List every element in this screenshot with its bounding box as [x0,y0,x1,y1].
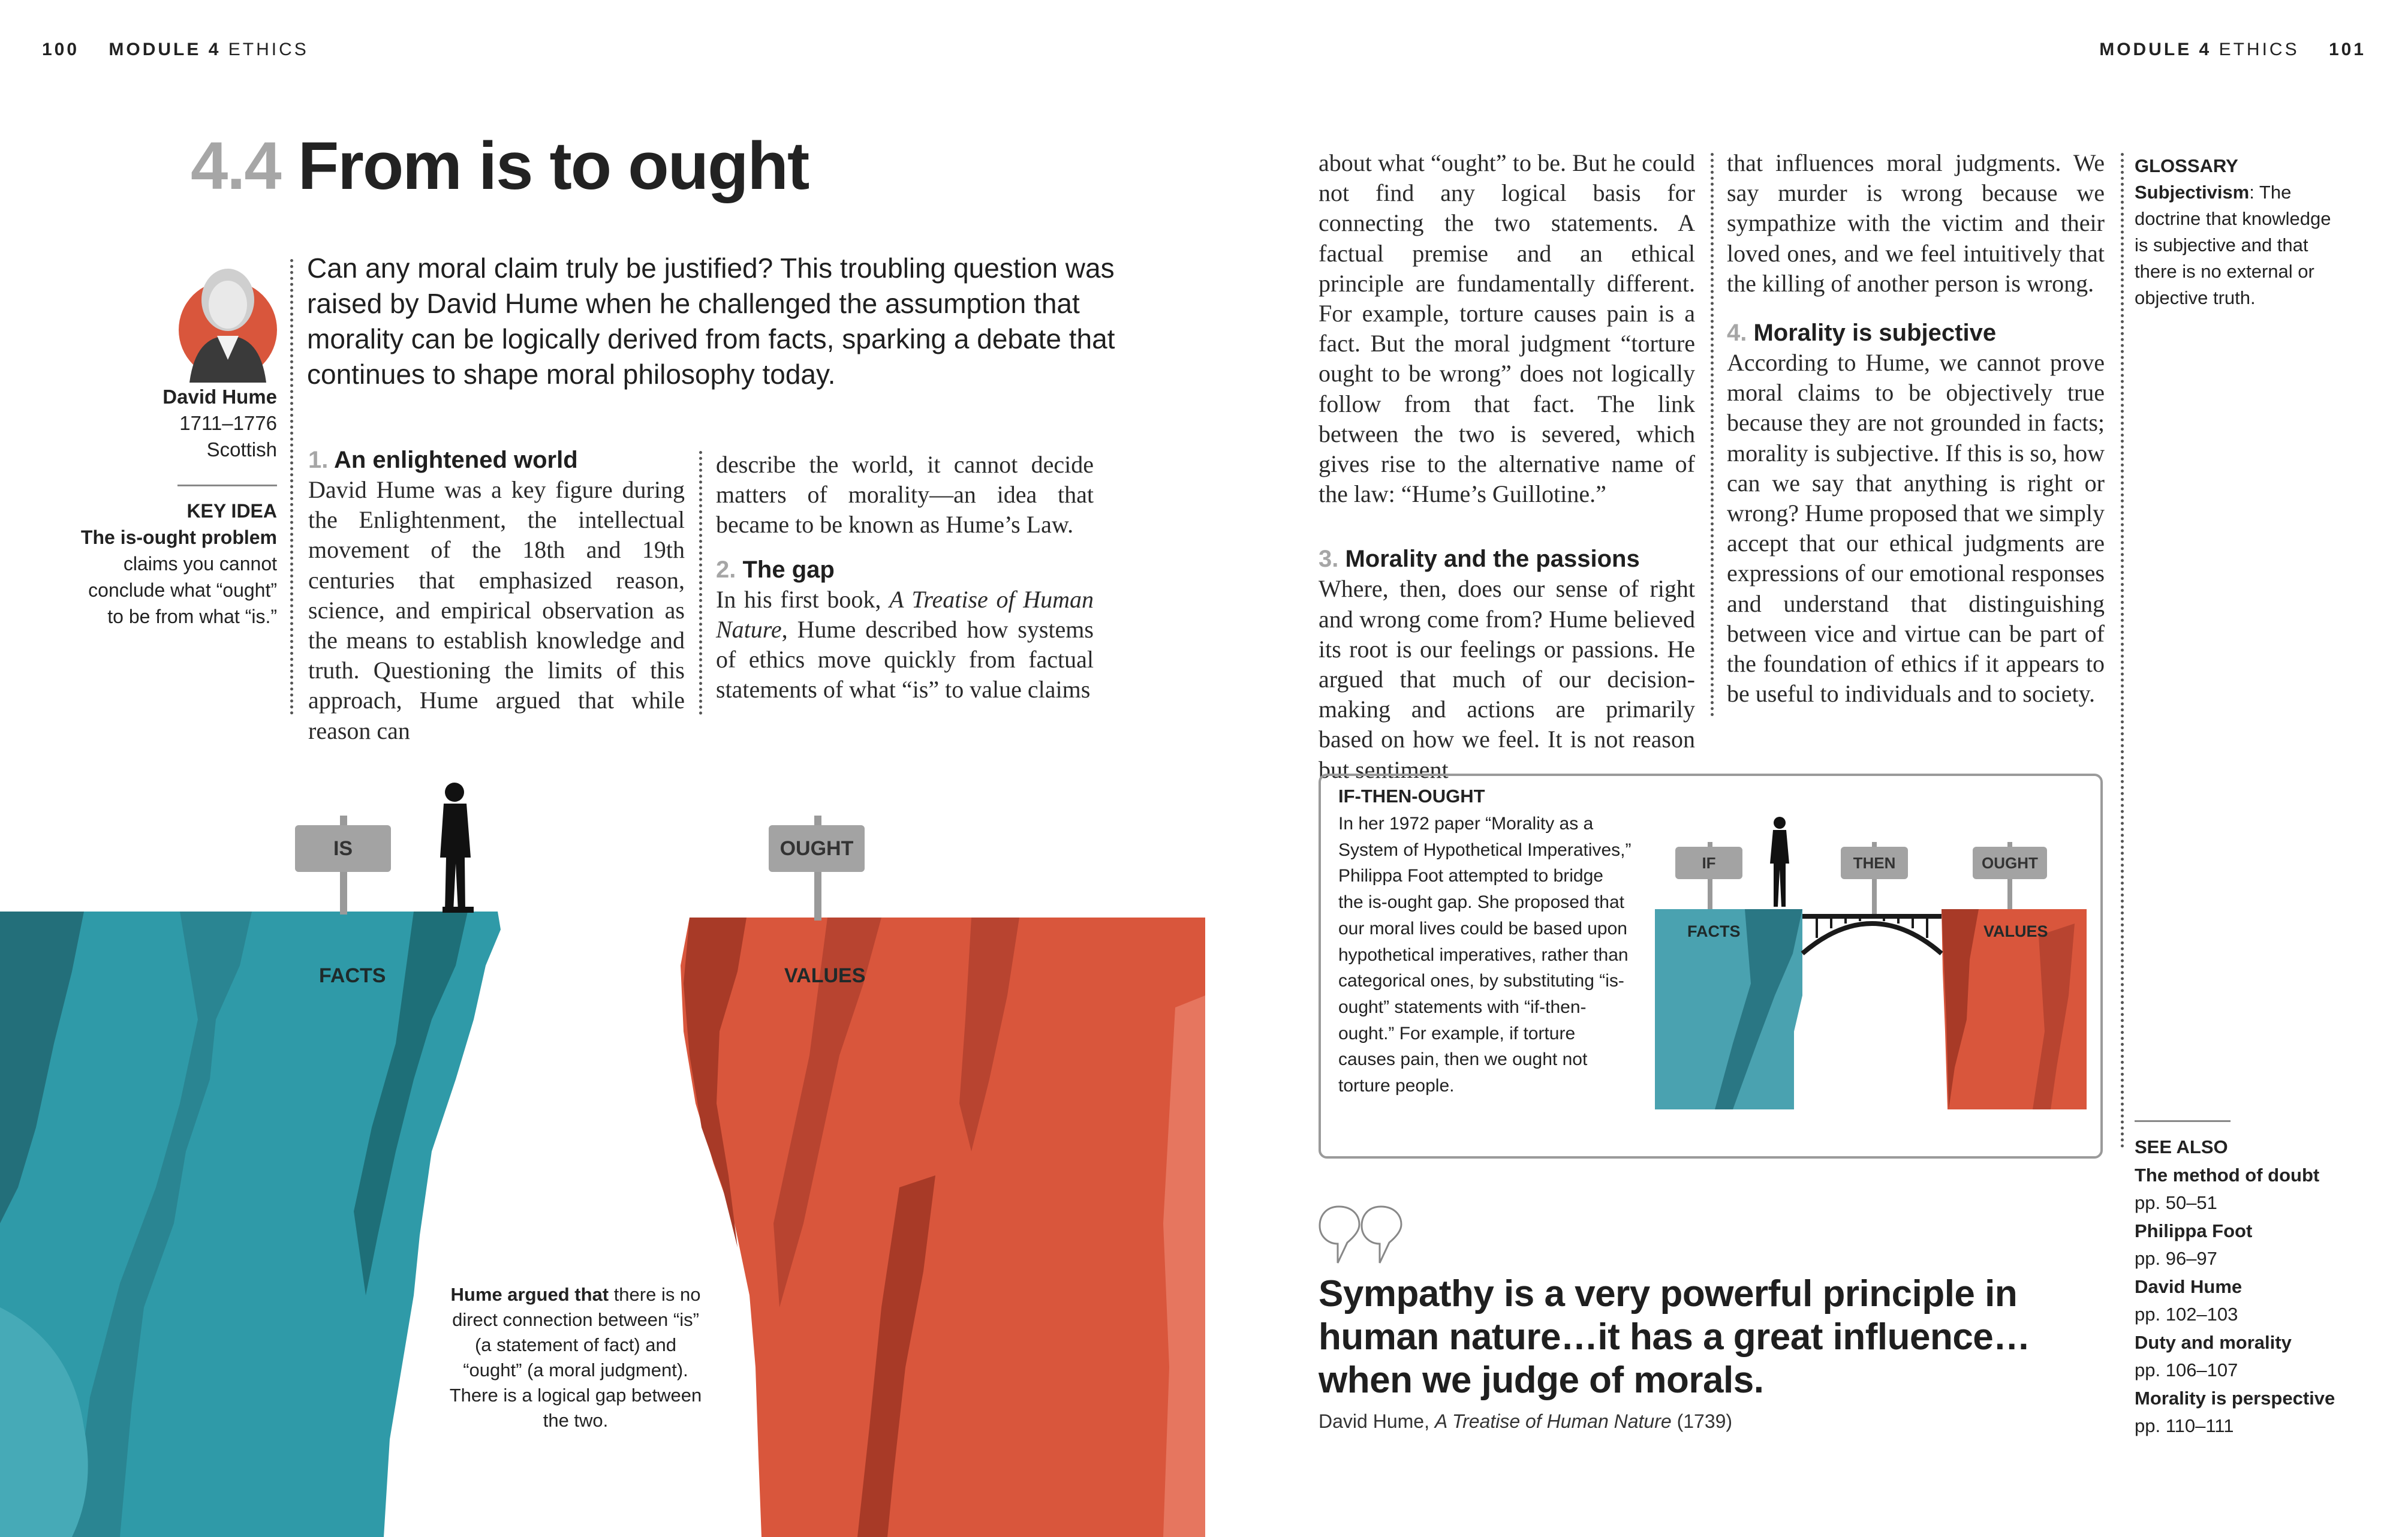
profile-dates: 1711–1776 [179,412,277,434]
text-run: In his first book, [716,585,890,613]
person-figure [1770,817,1789,907]
column-rule [699,451,702,715]
module-label: MODULE 4 [109,40,221,59]
column-2 [716,450,1094,705]
section-number: 2. [716,556,736,583]
box-text: In her 1972 paper “Morality as a System of Hypothetical Imperatives,” Philippa Foot attempted to bridge the is-ought gap. She proposed that our moral lives could be based upon hypothetical imperatives, rather than categorical ones, by substituting “is-ought” statements with “if-then-ought.” For example, if torture causes pain, then we ought not torture people. [1338,814,1632,1096]
see-also-pages: pp. 110–111 [2135,1415,2234,1436]
glossary-term: Subjectivism [2135,182,2250,203]
section-heading [716,555,1094,585]
pull-quote: Sympathy is a very powerful principle in human nature…it has a great influence…when we judge of morals. [1319,1273,2030,1401]
profile-name: David Hume [162,386,277,408]
module-label: MODULE 4 [2099,40,2212,59]
see-also-label: SEE ALSO [2135,1136,2228,1157]
section-number: 3. [1319,546,1339,573]
see-also-title: Philippa Foot [2135,1220,2253,1241]
see-also-title: Duty and morality [2135,1331,2292,1353]
quote-source [1319,1410,1732,1433]
section-number: 1. [308,447,329,473]
column-rule [1711,153,1714,717]
section-text: that influences moral judgments. We say murder is wrong because we sympathize with the victim and their loved ones, and we feel intuitively that the killing of another person is wrong. [1727,149,2105,297]
section-label: ETHICS [228,40,309,59]
page-number: 100 [42,40,80,59]
profile [108,384,277,463]
ought-sign: OUGHT [1973,847,2047,879]
person-figure [440,783,474,913]
section-text [716,585,1094,705]
section-title: An enlightened world [334,447,578,473]
bridge-arch [1802,924,1942,954]
section-text: about what “ought” to be. But he could not find any logical basis for connecting the two statements. A factual premise and an ethical principle are fundamentally different. For example, torture causes pain is a fact. But the moral judgment “torture ought to be wrong” does not logically follow from that fact. The link between the two is severed, which gives rise to the alternative name of the law: “Hume’s Guillotine.” [1319,149,1695,508]
page-number: 101 [2328,40,2366,59]
page-title [191,127,808,204]
quote-mark-icon [1319,1204,1408,1264]
quote-year: (1739) [1671,1410,1733,1432]
see-also-pages: pp. 106–107 [2135,1359,2238,1380]
quote-author: David Hume, [1319,1410,1435,1432]
quote-work: A Treatise of Human Nature [1434,1410,1672,1432]
facts-label: FACTS [319,964,386,987]
see-also-title: The method of doubt [2135,1164,2320,1186]
column-4 [1727,148,2105,709]
divider [177,485,277,486]
illustration-caption [444,1282,708,1433]
section-label: ETHICS [2219,40,2299,59]
ought-sign: OUGHT [769,825,865,872]
folio-right [2099,40,2366,60]
is-sign: IS [295,825,391,872]
column-rule [290,259,293,715]
section-text: David Hume was a key figure during the Enlightenment, the intellectual movement of the 18th and 19th centuries that emphasized reason, science, and empirical observation as the means to establish knowledge and truth. Questioning the limits of this approach, Hume argued that while reason can [308,476,685,744]
key-idea-term: The is-ought problem [80,527,277,548]
box-content [1338,786,1632,1099]
glossary [2135,153,2338,311]
section-text: According to Hume, we cannot prove moral claims to be objectively true because they are not grounded in facts; morality is subjective. If this is so, how can we say that anything is right or wrong? Hume proposed that we simply accept that our ethical judgments are expressions of our emotional responses and understand that distinguishing between vice and virtue can be part of the foundation of ethics if it appears to be useful to individuals and to society. [1727,349,2105,708]
profile-nationality: Scottish [206,438,277,461]
see-also-title: David Hume [2135,1276,2243,1297]
values-cliff [681,918,1205,1537]
values-label: VALUES [784,964,866,987]
facts-label: FACTS [1687,922,1741,940]
section-title: Morality and the passions [1345,546,1640,573]
then-sign: THEN [1841,847,1908,879]
section-number: 4. [1727,320,1747,347]
caption-bold: Hume argued that [450,1284,609,1305]
key-idea [72,498,277,630]
see-also-title: Morality is perspective [2135,1387,2335,1409]
see-also-pages: pp. 96–97 [2135,1248,2217,1269]
column-3 [1319,148,1695,785]
divider [2135,1120,2231,1122]
bridge-deck [1802,914,1942,919]
box-title: IF-THEN-OUGHT [1338,786,1485,807]
text-run: , Hume described how systems of ethics move quickly from factual statements of what “is” to value claims [716,615,1094,703]
section-text: describe the world, it cannot decide matters of morality—an idea that became to be known as Hume’s Law. [716,451,1094,539]
key-idea-line: to be from what “is.” [107,606,277,627]
intro-text: Can any moral claim truly be justified? This troubling question was raised by David Hume when he challenged the assumption that morality can be logically derived from facts, sparking a debate that continues to shape moral philosophy today. [307,252,1115,390]
section-heading [1727,318,2105,348]
glossary-label: GLOSSARY [2135,155,2238,176]
caption-text: there is no direct connection between “is” (a statement of fact) and “ought” (a moral judgment). There is a logical gap between the two. [449,1284,702,1431]
key-idea-line: conclude what “ought” [88,579,277,601]
see-also-pages: pp. 50–51 [2135,1192,2217,1213]
section-1 [308,445,685,746]
glossary-definition: : The doctrine that knowledge is subjective and that there is no external or objective truth. [2135,182,2331,308]
section-heading [1319,544,1695,574]
if-sign: IF [1675,847,1742,879]
section-heading [308,445,685,475]
see-also-pages: pp. 102–103 [2135,1304,2238,1325]
section-text: Where, then, does our sense of right and wrong come from? Hume believed its root is our feelings or passions. He argued that much of our decision-making and actions are primarily based on how we feel. It is not reason but sentiment [1319,575,1695,783]
portrait-avatar [177,258,278,383]
see-also [2135,1133,2386,1440]
chapter-number: 4.4 [191,128,281,203]
key-idea-label: KEY IDEA [186,500,277,522]
portrait-image [177,258,278,383]
folio-left [42,40,309,60]
section-title: The gap [742,556,835,583]
key-idea-line: claims you cannot [123,553,277,575]
section-title: Morality is subjective [1753,320,1997,347]
chapter-title: From is to ought [297,128,809,203]
values-label: VALUES [1983,922,2048,940]
book-title: A Treatise of Human Nature [716,585,1094,643]
column-rule [2121,153,2124,1148]
